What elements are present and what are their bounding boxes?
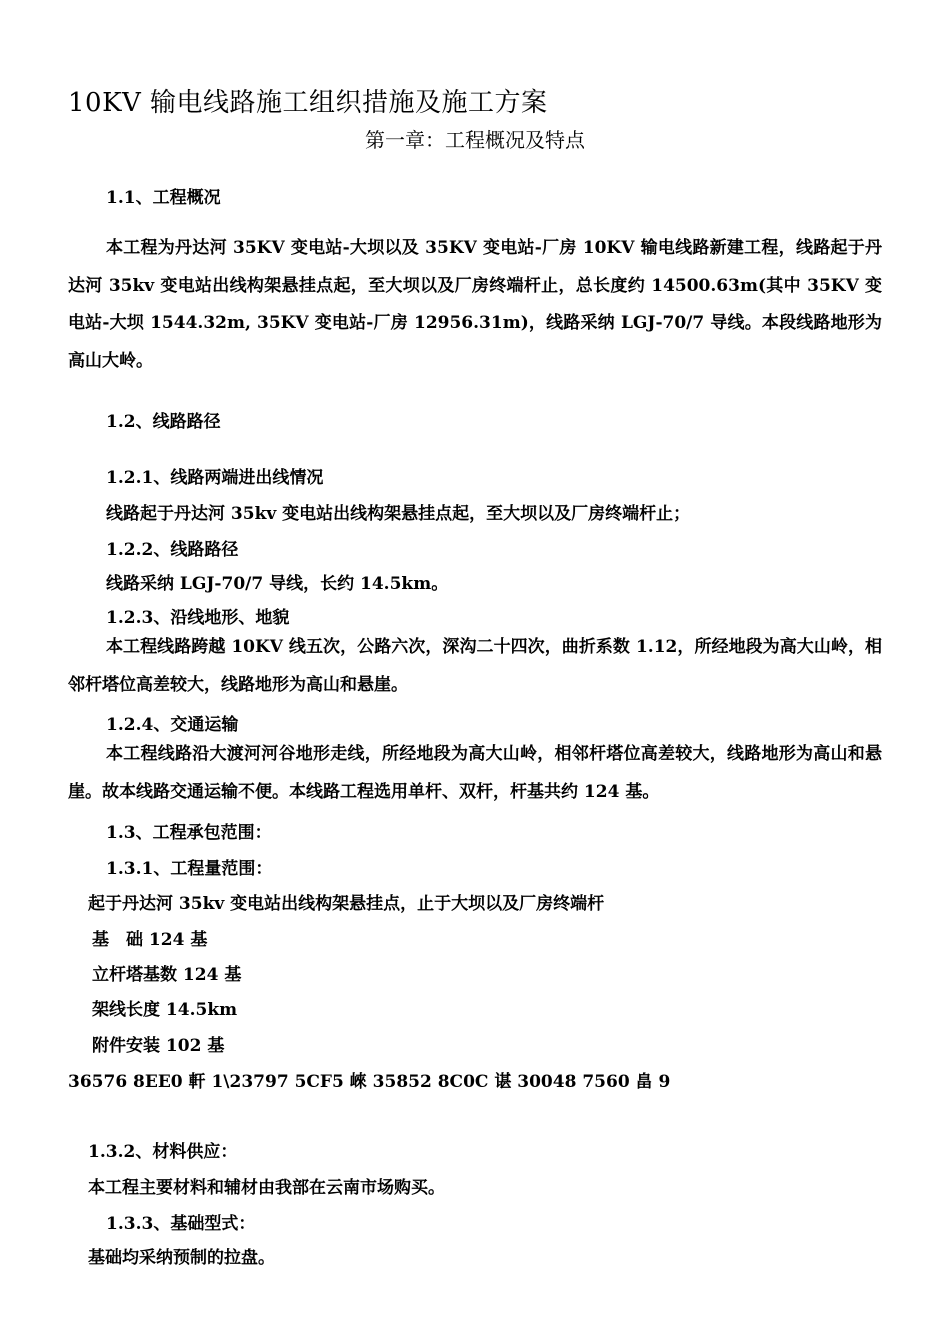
scope-line: 基 础 124 基 xyxy=(92,930,208,950)
section-1-3-3-text: 基础均采纳预制的拉盘。 xyxy=(88,1248,275,1268)
section-1-2-2-text: 线路采纳 LGJ-70/7 导线，长约 14.5km。 xyxy=(106,574,449,594)
scope-line: 附件安装 102 基 xyxy=(92,1036,225,1056)
section-1-2-3-paragraph: 本工程线路跨越 10KV 线五次，公路六次，深沟二十四次，曲折系数 1.12，所经地段为高大山岭，相邻杆塔位高差较大，线路地形为高山和悬崖。 xyxy=(68,637,882,695)
chapter-heading: 第一章：工程概况及特点 xyxy=(365,128,585,152)
garbled-text-line: 36576 8EE0 軒 1\23797 5CF5 崍 35852 8C0C 谌 30048 7560 畠 9 xyxy=(68,1072,671,1092)
section-1-1-heading: 1.1、工程概况 xyxy=(106,188,221,208)
document-title: 10KV 输电线路施工组织措施及施工方案 xyxy=(68,88,548,118)
section-1-3-heading: 1.3、工程承包范围： xyxy=(106,823,272,843)
section-1-3-2-text: 本工程主要材料和辅材由我部在云南市场购买。 xyxy=(88,1178,445,1198)
section-1-2-heading: 1.2、线路路径 xyxy=(106,412,221,432)
section-1-1-paragraph: 本工程为丹达河 35KV 变电站-大坝以及 35KV 变电站-厂房 10KV 输电线路新建工程，线路起于丹达河 35kv 变电站出线构架悬挂点起，至大坝以及厂房终端杆止，总长度约 14500.63m(其中 35KV 变电站-大坝 1544.32m, 35KV 变电站-厂房 12956.31m)，线路采纳 LGJ-70/7 导线。本段线路地形为高山大岭。 xyxy=(68,238,882,371)
section-1-3-3-heading: 1.3.3、基础型式： xyxy=(106,1214,256,1234)
scope-line: 立杆塔基数 124 基 xyxy=(92,965,242,985)
scope-line: 架线长度 14.5km xyxy=(92,1000,238,1020)
section-1-3-2-heading: 1.3.2、材料供应： xyxy=(88,1142,238,1162)
section-1-3-1-heading: 1.3.1、工程量范围： xyxy=(106,859,273,879)
section-1-2-2-heading: 1.2.2、线路路径 xyxy=(106,540,239,560)
section-1-2-3-heading: 1.2.3、沿线地形、地貌 xyxy=(106,608,290,628)
scope-line: 起于丹达河 35kv 变电站出线构架悬挂点，止于大坝以及厂房终端杆 xyxy=(88,894,605,914)
section-1-2-1-text: 线路起于丹达河 35kv 变电站出线构架悬挂点起，至大坝以及厂房终端杆止； xyxy=(106,504,691,524)
section-1-2-1-heading: 1.2.1、线路两端进出线情况 xyxy=(106,468,324,488)
section-1-2-4-paragraph: 本工程线路沿大渡河河谷地形走线，所经地段为高大山岭，相邻杆塔位高差较大，线路地形为高山和悬崖。故本线路交通运输不便。本线路工程选用单杆、双杆，杆基共约 124 基。 xyxy=(68,744,882,802)
section-1-2-4-heading: 1.2.4、交通运输 xyxy=(106,715,239,735)
